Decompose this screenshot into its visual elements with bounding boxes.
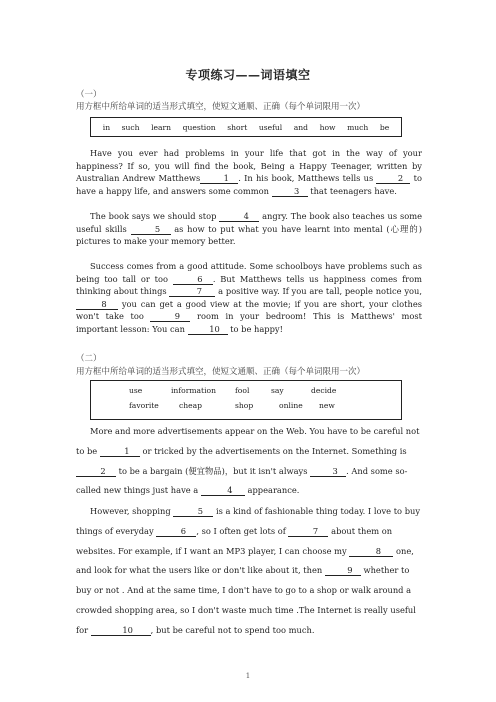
answer-blank-7[interactable]: 7 [288, 526, 328, 537]
word-item: be [379, 122, 390, 132]
page-title: 专项练习——词语填空 [185, 68, 311, 82]
word-item: fool [235, 386, 250, 395]
answer-blank-7[interactable]: 7 [169, 286, 215, 297]
word-item: information [171, 386, 217, 395]
answer-blank-3[interactable]: 3 [272, 186, 308, 197]
word-item: learn [151, 122, 172, 132]
answer-blank-6[interactable]: 6 [173, 274, 213, 285]
answer-blank-2[interactable]: 2 [376, 173, 410, 184]
answer-blank-8[interactable]: 8 [349, 546, 393, 557]
word-item: decide [311, 386, 337, 395]
passage-1-paragraph-3: Success comes from a good attitude. Some schoolboys have problems such as being too tall or too 6 . But Matthews tells us happiness comes from thinking about things 7 a positive way. If you are tall, people notice you, 8 you can get a good view at the movie; if you are short, your clothes won't take too 9 room in your bedroom! This is Matthews' most important lesson: You can 10 to be happy! [76, 261, 423, 334]
word-item: new [319, 401, 335, 410]
section-label-2: （二） [76, 354, 102, 364]
word-box-2 [90, 380, 402, 420]
answer-blank-4[interactable]: 4 [219, 211, 259, 222]
word-item: and [293, 122, 309, 132]
answer-blank-9[interactable]: 9 [150, 311, 190, 322]
word-item: online [279, 401, 303, 410]
word-item: question [182, 122, 216, 132]
word-item: say [271, 386, 284, 395]
word-item: much [347, 122, 369, 132]
passage-2-paragraph-2: However, shopping 5 is a kind of fashionable thing today. I love to buy things of everyday 6 , so I often get lots of 7 about them on websites. For example, if I want an MP3 player, I can choose my 8 one, and look for what the users like or don't like about it, then 9 whether to buy or not . And at the same time, I don't have to go to a shop or walk around a crowded shopping area, so I don't waste much time .The Internet is really useful for 10 , but be careful not to spend too much. [76, 506, 421, 635]
word-item: short [227, 122, 248, 132]
word-item: useful [258, 122, 283, 132]
answer-blank-5[interactable]: 5 [131, 224, 171, 235]
answer-blank-4[interactable]: 4 [201, 485, 245, 496]
passage-1-paragraph-1: Have you ever had problems in your life that got in the way of your happiness? If so, you will find the book, Being a Happy Teenager, written by Australian Andrew Matthews 1 . In his book, Matthews tells us 2 to have a happy life, and answers some common 3 that teenagers have. [76, 148, 423, 196]
section-instruction-1: 用方框中所给单词的适当形式填空，使短文通顺、正确（每个单词限用一次） [76, 102, 366, 112]
word-item: shop [235, 401, 254, 410]
answer-blank-9[interactable]: 9 [325, 565, 361, 576]
word-row-2 [129, 401, 401, 410]
word-item: how [319, 122, 336, 132]
answer-blank-10[interactable]: 10 [188, 324, 228, 335]
passage-1-paragraph-2: The book says we should stop 4 angry. The book also teaches us some useful skills 5 as how to put what you have learnt into mental (心理的) pictures to make your memory better. [76, 211, 423, 247]
answer-blank-6[interactable]: 6 [156, 526, 196, 537]
word-item: in [102, 122, 111, 132]
word-row-1 [129, 386, 401, 395]
answer-blank-3[interactable]: 3 [310, 466, 346, 477]
section-label-1: （一） [76, 90, 102, 100]
word-item: such [121, 122, 140, 132]
answer-blank-10[interactable]: 10 [91, 625, 151, 636]
word-item: use [129, 386, 143, 395]
answer-blank-2[interactable]: 2 [76, 466, 116, 477]
answer-blank-8[interactable]: 8 [76, 299, 118, 310]
answer-blank-1[interactable]: 1 [200, 173, 238, 184]
passage-2-paragraph-1: More and more advertisements appear on the Web. You have to be careful not to be 1 or tricked by the advertisements on the Internet. Something is 2 to be a bargain (便宜物品)，but it isn't always 3 . And some so-called new things just have a 4 appearance. [76, 426, 420, 496]
answer-blank-5[interactable]: 5 [173, 506, 213, 517]
word-item: favorite [129, 401, 159, 410]
page-number: 1 [245, 672, 251, 680]
word-box-1 [90, 117, 402, 137]
answer-blank-1[interactable]: 1 [100, 446, 140, 457]
word-item: cheap [179, 401, 203, 410]
section-instruction-2: 用方框中所给单词的适当形式填空，使短文通顺、正确（每个单词限用一次） [76, 367, 366, 377]
